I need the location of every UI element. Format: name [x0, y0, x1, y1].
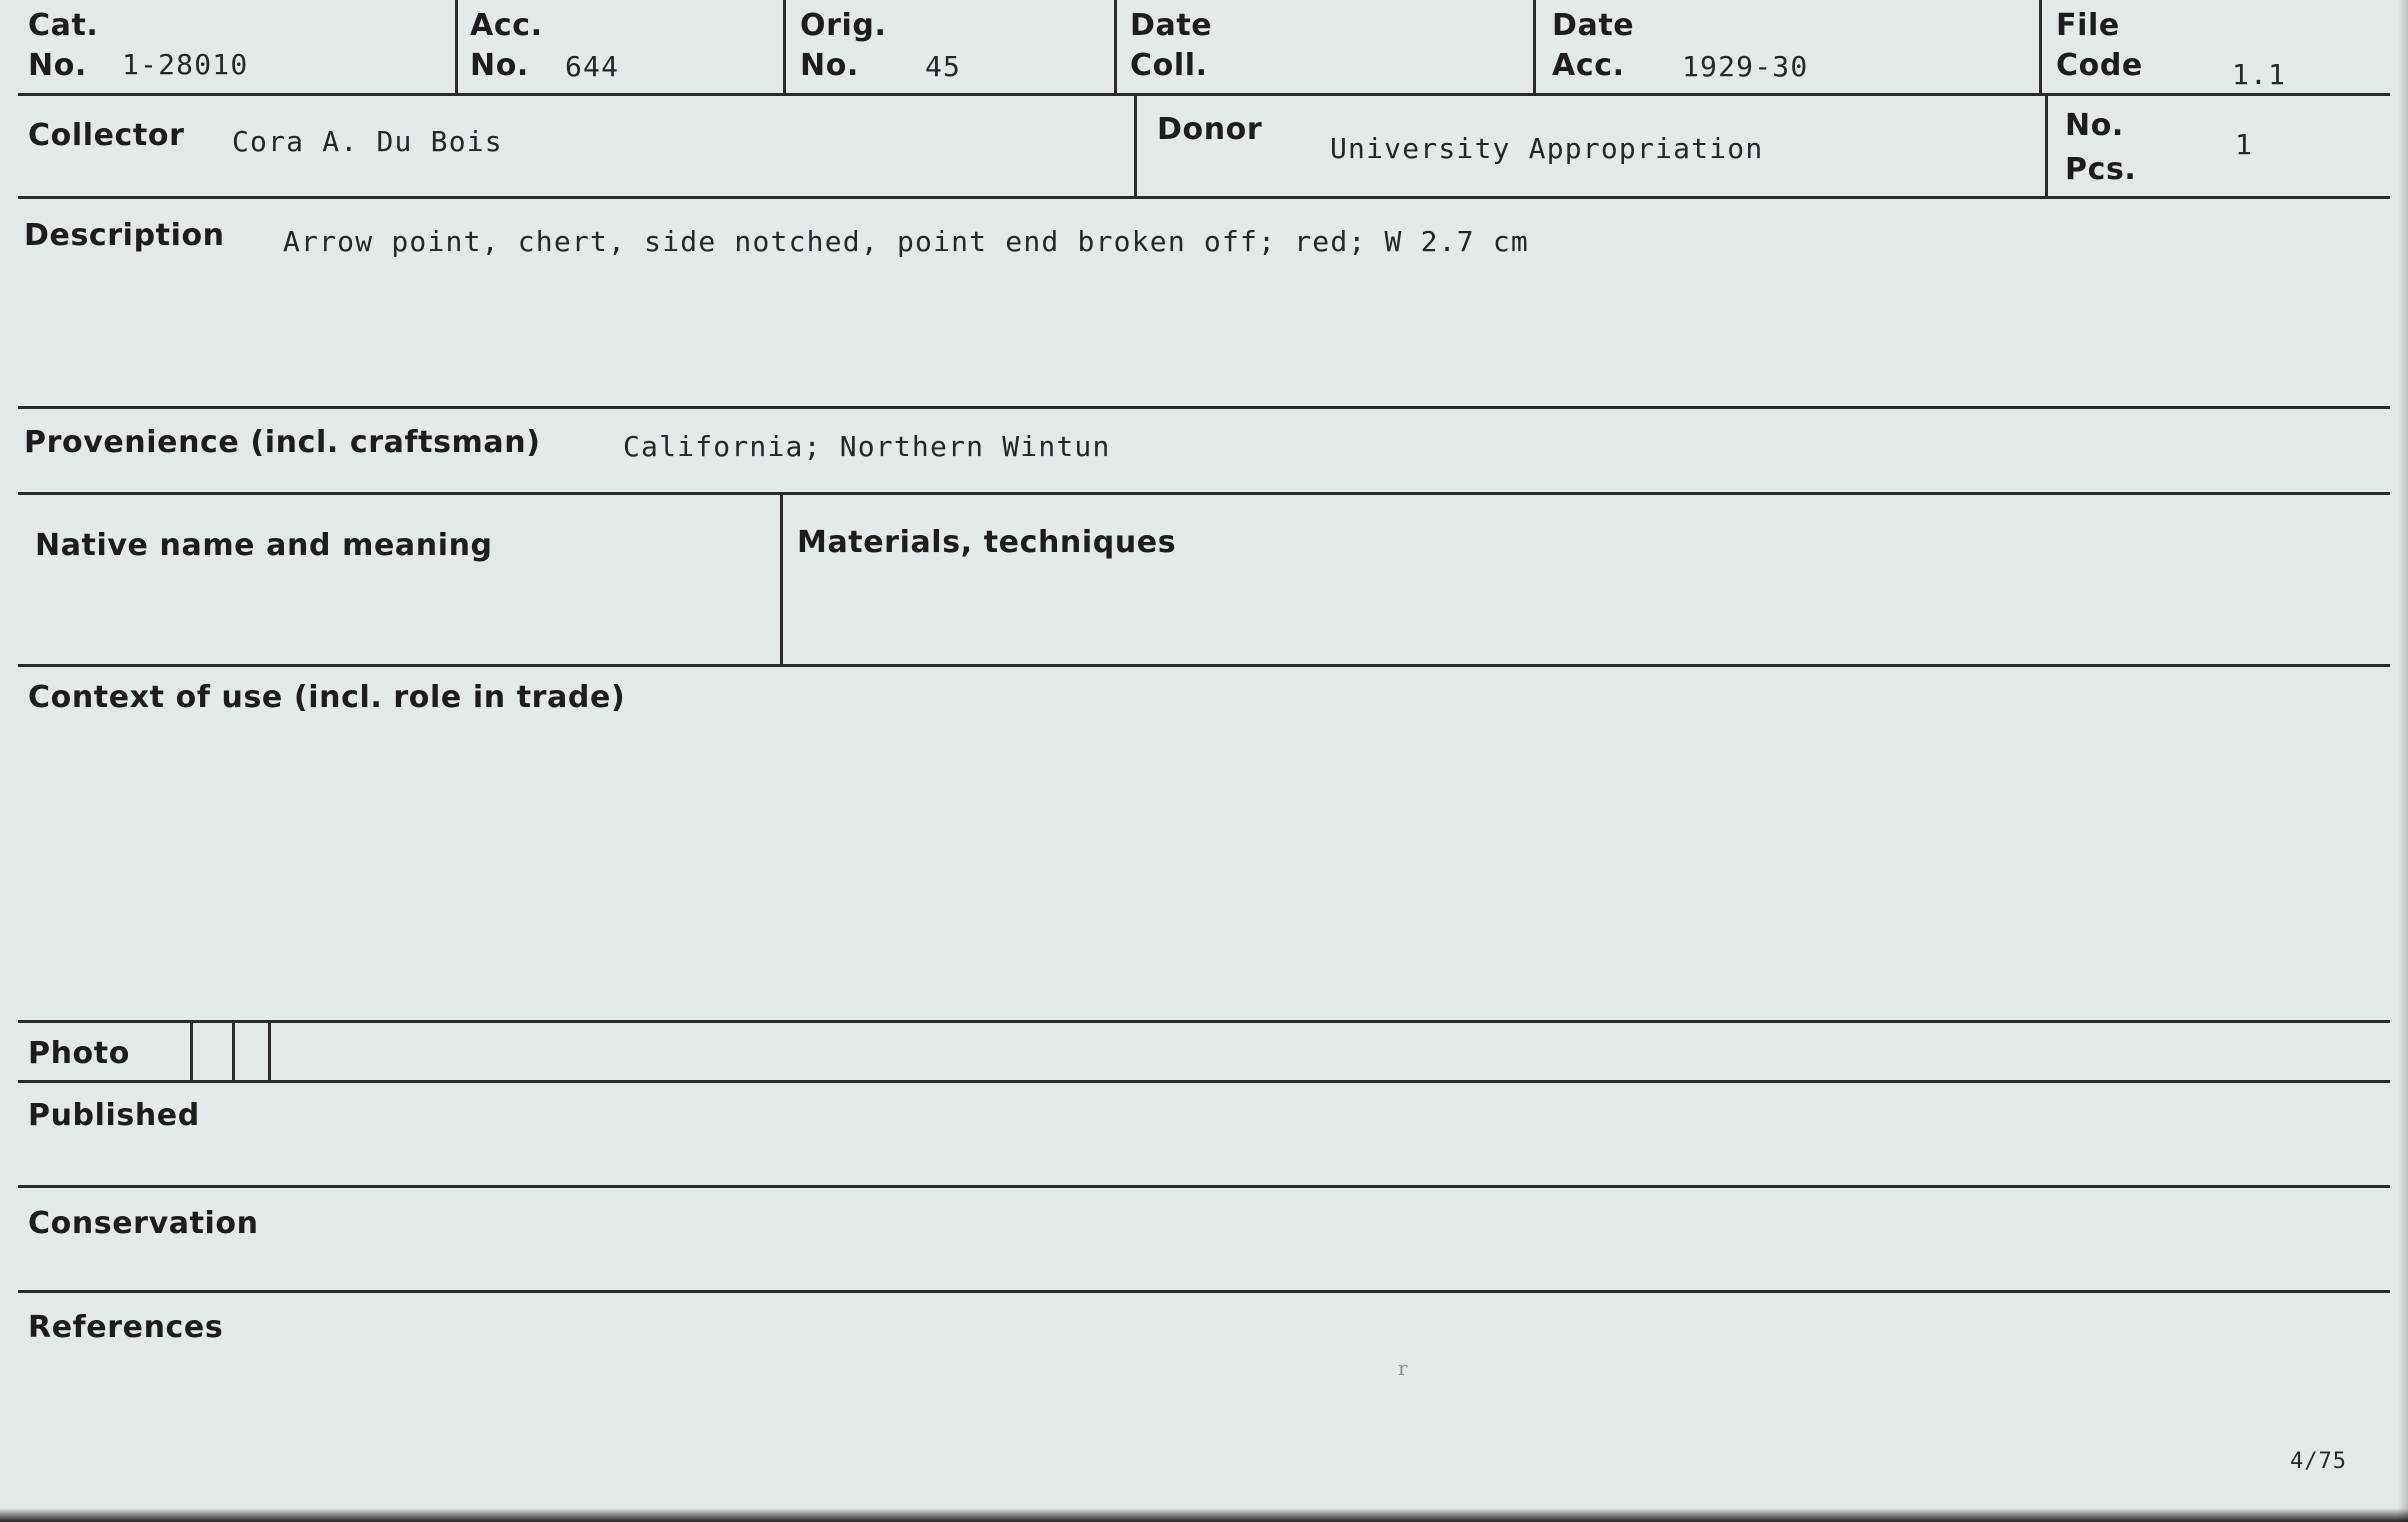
orig-no-value: 45: [925, 50, 962, 83]
collector-value: Cora A. Du Bois: [232, 125, 503, 158]
file-code-value: 1.1: [2232, 58, 2287, 91]
divider-orig-datecoll: [1114, 0, 1117, 93]
file-code-label-line2: Code: [2056, 48, 2143, 83]
divider-photo-box3: [268, 1022, 271, 1080]
divider-dateacc-filecode: [2039, 0, 2042, 93]
no-pcs-label-line1: No.: [2065, 108, 2124, 143]
page-mark: 4/75: [2290, 1449, 2347, 1474]
scan-edge-right: [2398, 0, 2408, 1522]
date-coll-label-line2: Coll.: [1130, 48, 1208, 83]
rule-collector-bottom: [18, 196, 2390, 199]
description-value: Arrow point, chert, side notched, point end broken off; red; W 2.7 cm: [283, 225, 1529, 258]
divider-datecoll-dateacc: [1533, 0, 1536, 93]
donor-value: University Appropriation: [1330, 132, 1764, 165]
orig-no-label-line2: No.: [800, 48, 859, 83]
donor-label: Donor: [1157, 112, 1263, 147]
materials-label: Materials, techniques: [797, 525, 1177, 560]
published-label: Published: [28, 1098, 200, 1133]
date-acc-label-line1: Date: [1552, 8, 1635, 43]
native-name-label: Native name and meaning: [35, 528, 493, 563]
context-of-use-label: Context of use (incl. role in trade): [28, 680, 626, 715]
provenience-label: Provenience (incl. craftsman): [24, 425, 541, 460]
acc-no-label-line1: Acc.: [470, 8, 543, 43]
rule-context-bottom: [18, 1020, 2390, 1023]
rule-nativename-bottom: [18, 664, 2390, 667]
no-pcs-value: 1: [2235, 128, 2254, 161]
rule-header-bottom: [18, 93, 2390, 96]
cat-no-value: 1-28010: [122, 48, 249, 81]
provenience-value: California; Northern Wintun: [623, 430, 1111, 463]
cat-no-label-line2: No.: [28, 48, 87, 83]
acc-no-label-line2: No.: [470, 48, 529, 83]
collector-label: Collector: [28, 118, 185, 153]
divider-donor-nopcs: [2045, 96, 2048, 196]
rule-photo-bottom: [18, 1080, 2390, 1083]
rule-provenience-bottom: [18, 492, 2390, 495]
divider-photo-box1: [190, 1022, 193, 1080]
scan-smudge: r: [1398, 1356, 1408, 1380]
photo-label: Photo: [28, 1036, 130, 1071]
divider-collector-donor: [1134, 96, 1137, 196]
divider-acc-orig: [783, 0, 786, 93]
divider-photo-box2: [232, 1022, 235, 1080]
rule-published-bottom: [18, 1185, 2390, 1188]
file-code-label-line1: File: [2056, 8, 2120, 43]
scan-shadow-bottom: [0, 1508, 2408, 1522]
divider-cat-acc: [455, 0, 458, 93]
no-pcs-label-line2: Pcs.: [2065, 152, 2137, 187]
divider-nativename-materials: [780, 495, 783, 664]
date-acc-value: 1929-30: [1682, 50, 1809, 83]
acc-no-value: 644: [565, 50, 620, 83]
references-label: References: [28, 1310, 224, 1345]
conservation-label: Conservation: [28, 1206, 259, 1241]
rule-conservation-bottom: [18, 1290, 2390, 1293]
description-label: Description: [24, 218, 225, 253]
cat-no-label-line1: Cat.: [28, 8, 99, 43]
date-acc-label-line2: Acc.: [1552, 48, 1625, 83]
orig-no-label-line1: Orig.: [800, 8, 887, 43]
date-coll-label-line1: Date: [1130, 8, 1213, 43]
rule-description-bottom: [18, 406, 2390, 409]
